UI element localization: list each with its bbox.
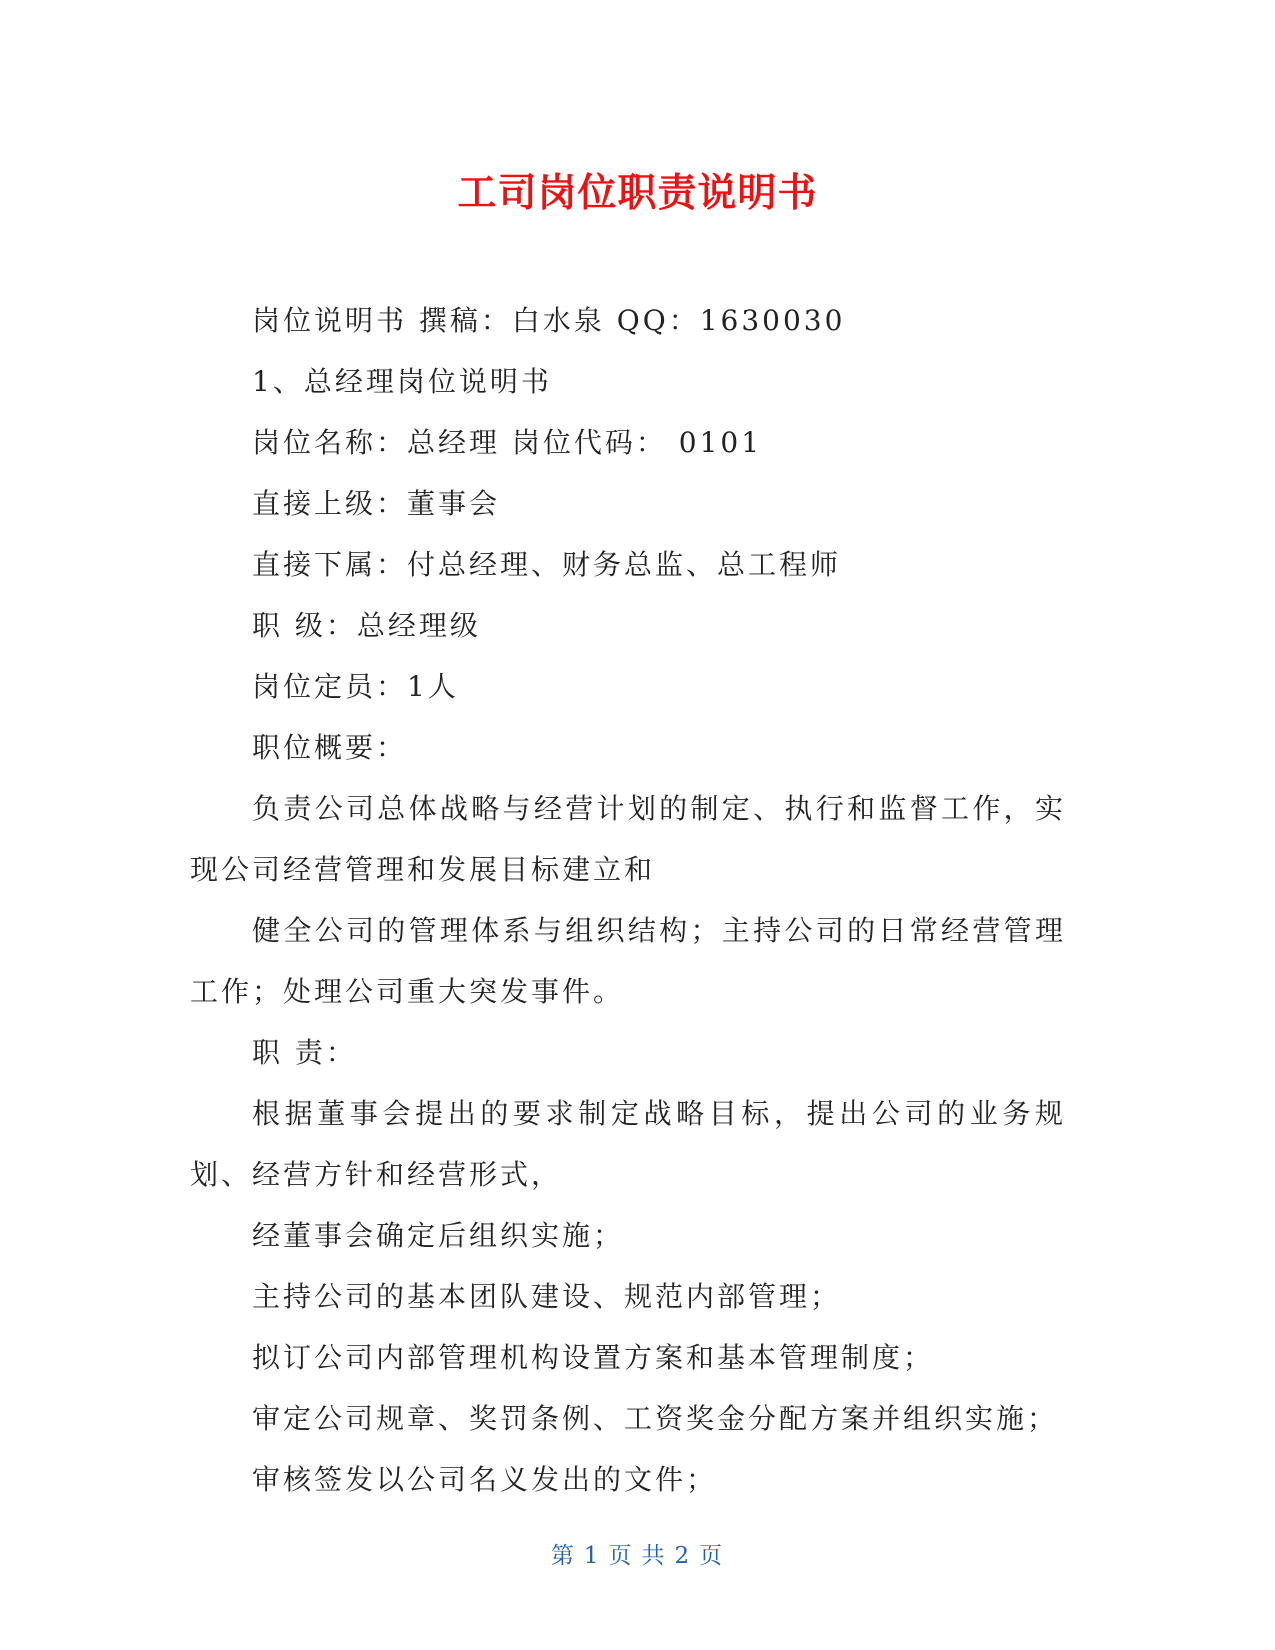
document-body — [190, 290, 1066, 1510]
paragraph: 审核签发以公司名义发出的文件； — [252, 1463, 718, 1496]
footer-label-page: 第 — [550, 1543, 576, 1569]
paragraph: 岗位说明书 撰稿：白水泉 QQ：1630030 — [252, 304, 846, 337]
footer-label-of: 页 — [608, 1543, 634, 1569]
paragraph: 1、总经理岗位说明书 — [252, 365, 552, 398]
paragraph: 职 级：总经理级 — [252, 609, 481, 642]
paragraph: 经董事会确定后组织实施； — [252, 1219, 625, 1252]
footer-label-end: 页 — [699, 1543, 725, 1569]
footer-label-total: 共 — [641, 1543, 667, 1569]
paragraph: 拟订公司内部管理机构设置方案和基本管理制度； — [252, 1341, 935, 1374]
paragraph: 直接上级：董事会 — [252, 487, 501, 520]
footer-total-pages: 2 — [674, 1543, 692, 1569]
paragraph: 岗位定员：1人 — [252, 670, 459, 703]
document-title: 工司岗位职责说明书 — [457, 171, 818, 216]
paragraph: 岗位名称：总经理 岗位代码： 0101 — [252, 426, 763, 459]
paragraph: 健全公司的管理体系与组织结构；主持公司的日常经营管理工作；处理公司重大突发事件。 — [190, 914, 1066, 1008]
footer-current-page: 1 — [583, 1543, 601, 1569]
paragraph: 职 责： — [252, 1036, 357, 1069]
paragraph: 主持公司的基本团队建设、规范内部管理； — [252, 1280, 842, 1313]
paragraph: 审定公司规章、奖罚条例、工资奖金分配方案并组织实施； — [252, 1402, 1059, 1435]
paragraph: 职位概要： — [252, 731, 408, 764]
paragraph: 根据董事会提出的要求制定战略目标，提出公司的业务规划、经营方针和经营形式， — [190, 1097, 1066, 1191]
paragraph: 直接下属：付总经理、财务总监、总工程师 — [252, 548, 842, 581]
page-footer — [0, 1537, 1275, 1570]
paragraph: 负责公司总体战略与经营计划的制定、执行和监督工作，实现公司经营管理和发展目标建立和 — [190, 792, 1066, 886]
